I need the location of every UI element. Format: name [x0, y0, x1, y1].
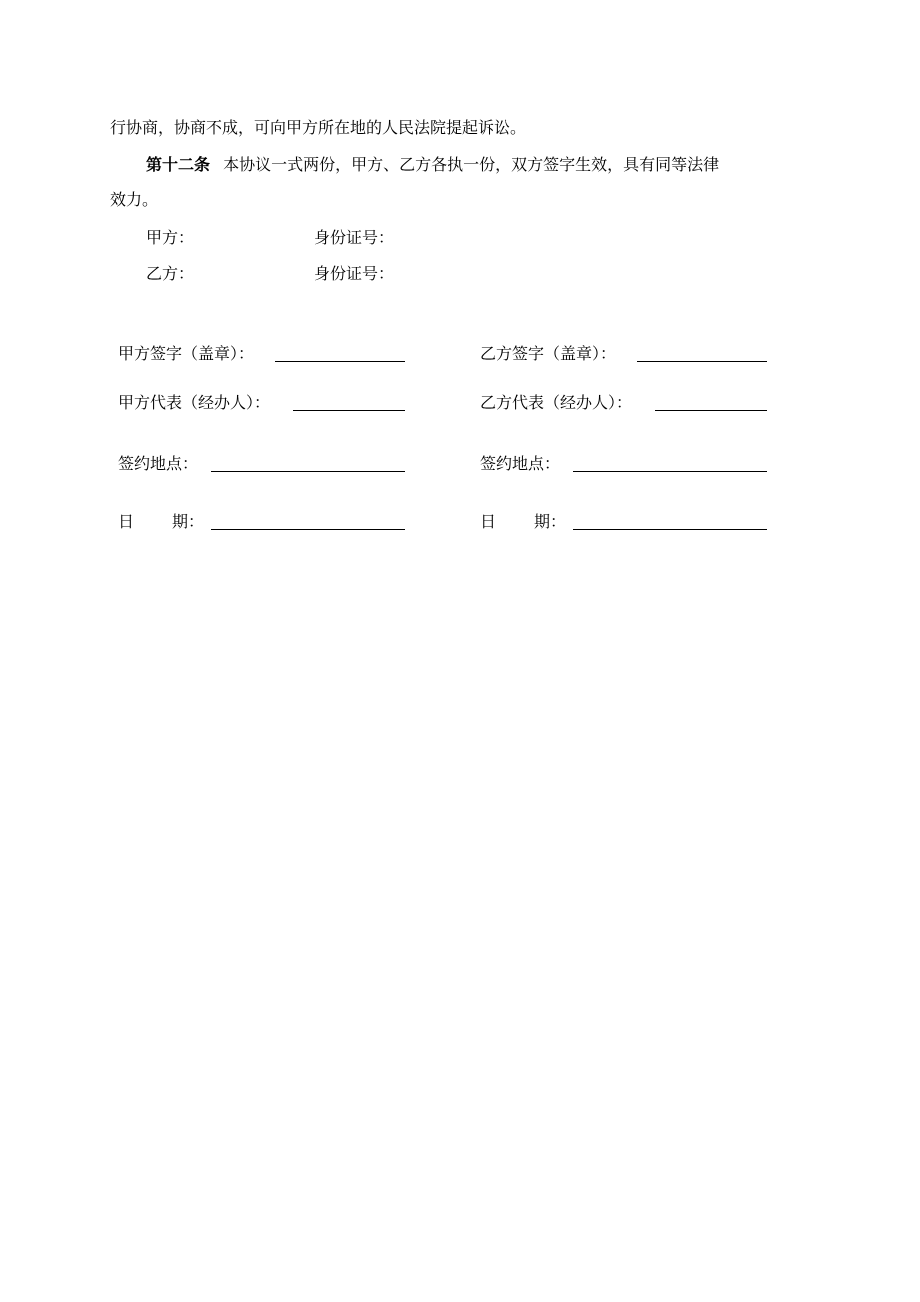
party-b-rep-field[interactable] [655, 410, 767, 411]
party-a-label: 甲方： [146, 228, 195, 247]
clause-12-line-2: 效力。 [110, 190, 159, 209]
party-b-label: 乙方： [146, 264, 195, 283]
party-b-place-field[interactable] [573, 471, 767, 472]
party-a-date-field[interactable] [211, 529, 405, 530]
clause-12-text: 本协议一式两份，甲方、乙方各执一份，双方签字生效，具有同等法律 [223, 155, 720, 174]
party-a-place-field[interactable] [211, 471, 405, 472]
party-a-sign-field[interactable] [275, 361, 405, 362]
party-b-place-label: 签约地点： [480, 454, 561, 473]
party-b-sign-label: 乙方签字（盖章）： [480, 344, 617, 363]
clause-11-tail: 行协商，协商不成，可向甲方所在地的人民法院提起诉讼。 [110, 118, 527, 137]
party-a-date-label-1: 日 [118, 512, 135, 531]
clause-12-heading: 第十二条 [146, 155, 211, 174]
party-b-date-label-2: 期： [534, 512, 567, 531]
clause-12-line-1 [146, 155, 719, 175]
party-a-rep-field[interactable] [293, 410, 405, 411]
party-a-rep-label: 甲方代表（经办人）： [118, 393, 271, 412]
party-b-id-label: 身份证号： [314, 264, 395, 283]
party-b-sign-field[interactable] [637, 361, 767, 362]
party-a-sign-label: 甲方签字（盖章）： [118, 344, 255, 363]
party-a-id-label: 身份证号： [314, 228, 395, 247]
party-b-date-field[interactable] [573, 529, 767, 530]
party-b-date-label-1: 日 [480, 512, 497, 531]
party-a-date-label-2: 期： [172, 512, 205, 531]
party-a-place-label: 签约地点： [118, 454, 199, 473]
party-b-rep-label: 乙方代表（经办人）： [480, 393, 633, 412]
